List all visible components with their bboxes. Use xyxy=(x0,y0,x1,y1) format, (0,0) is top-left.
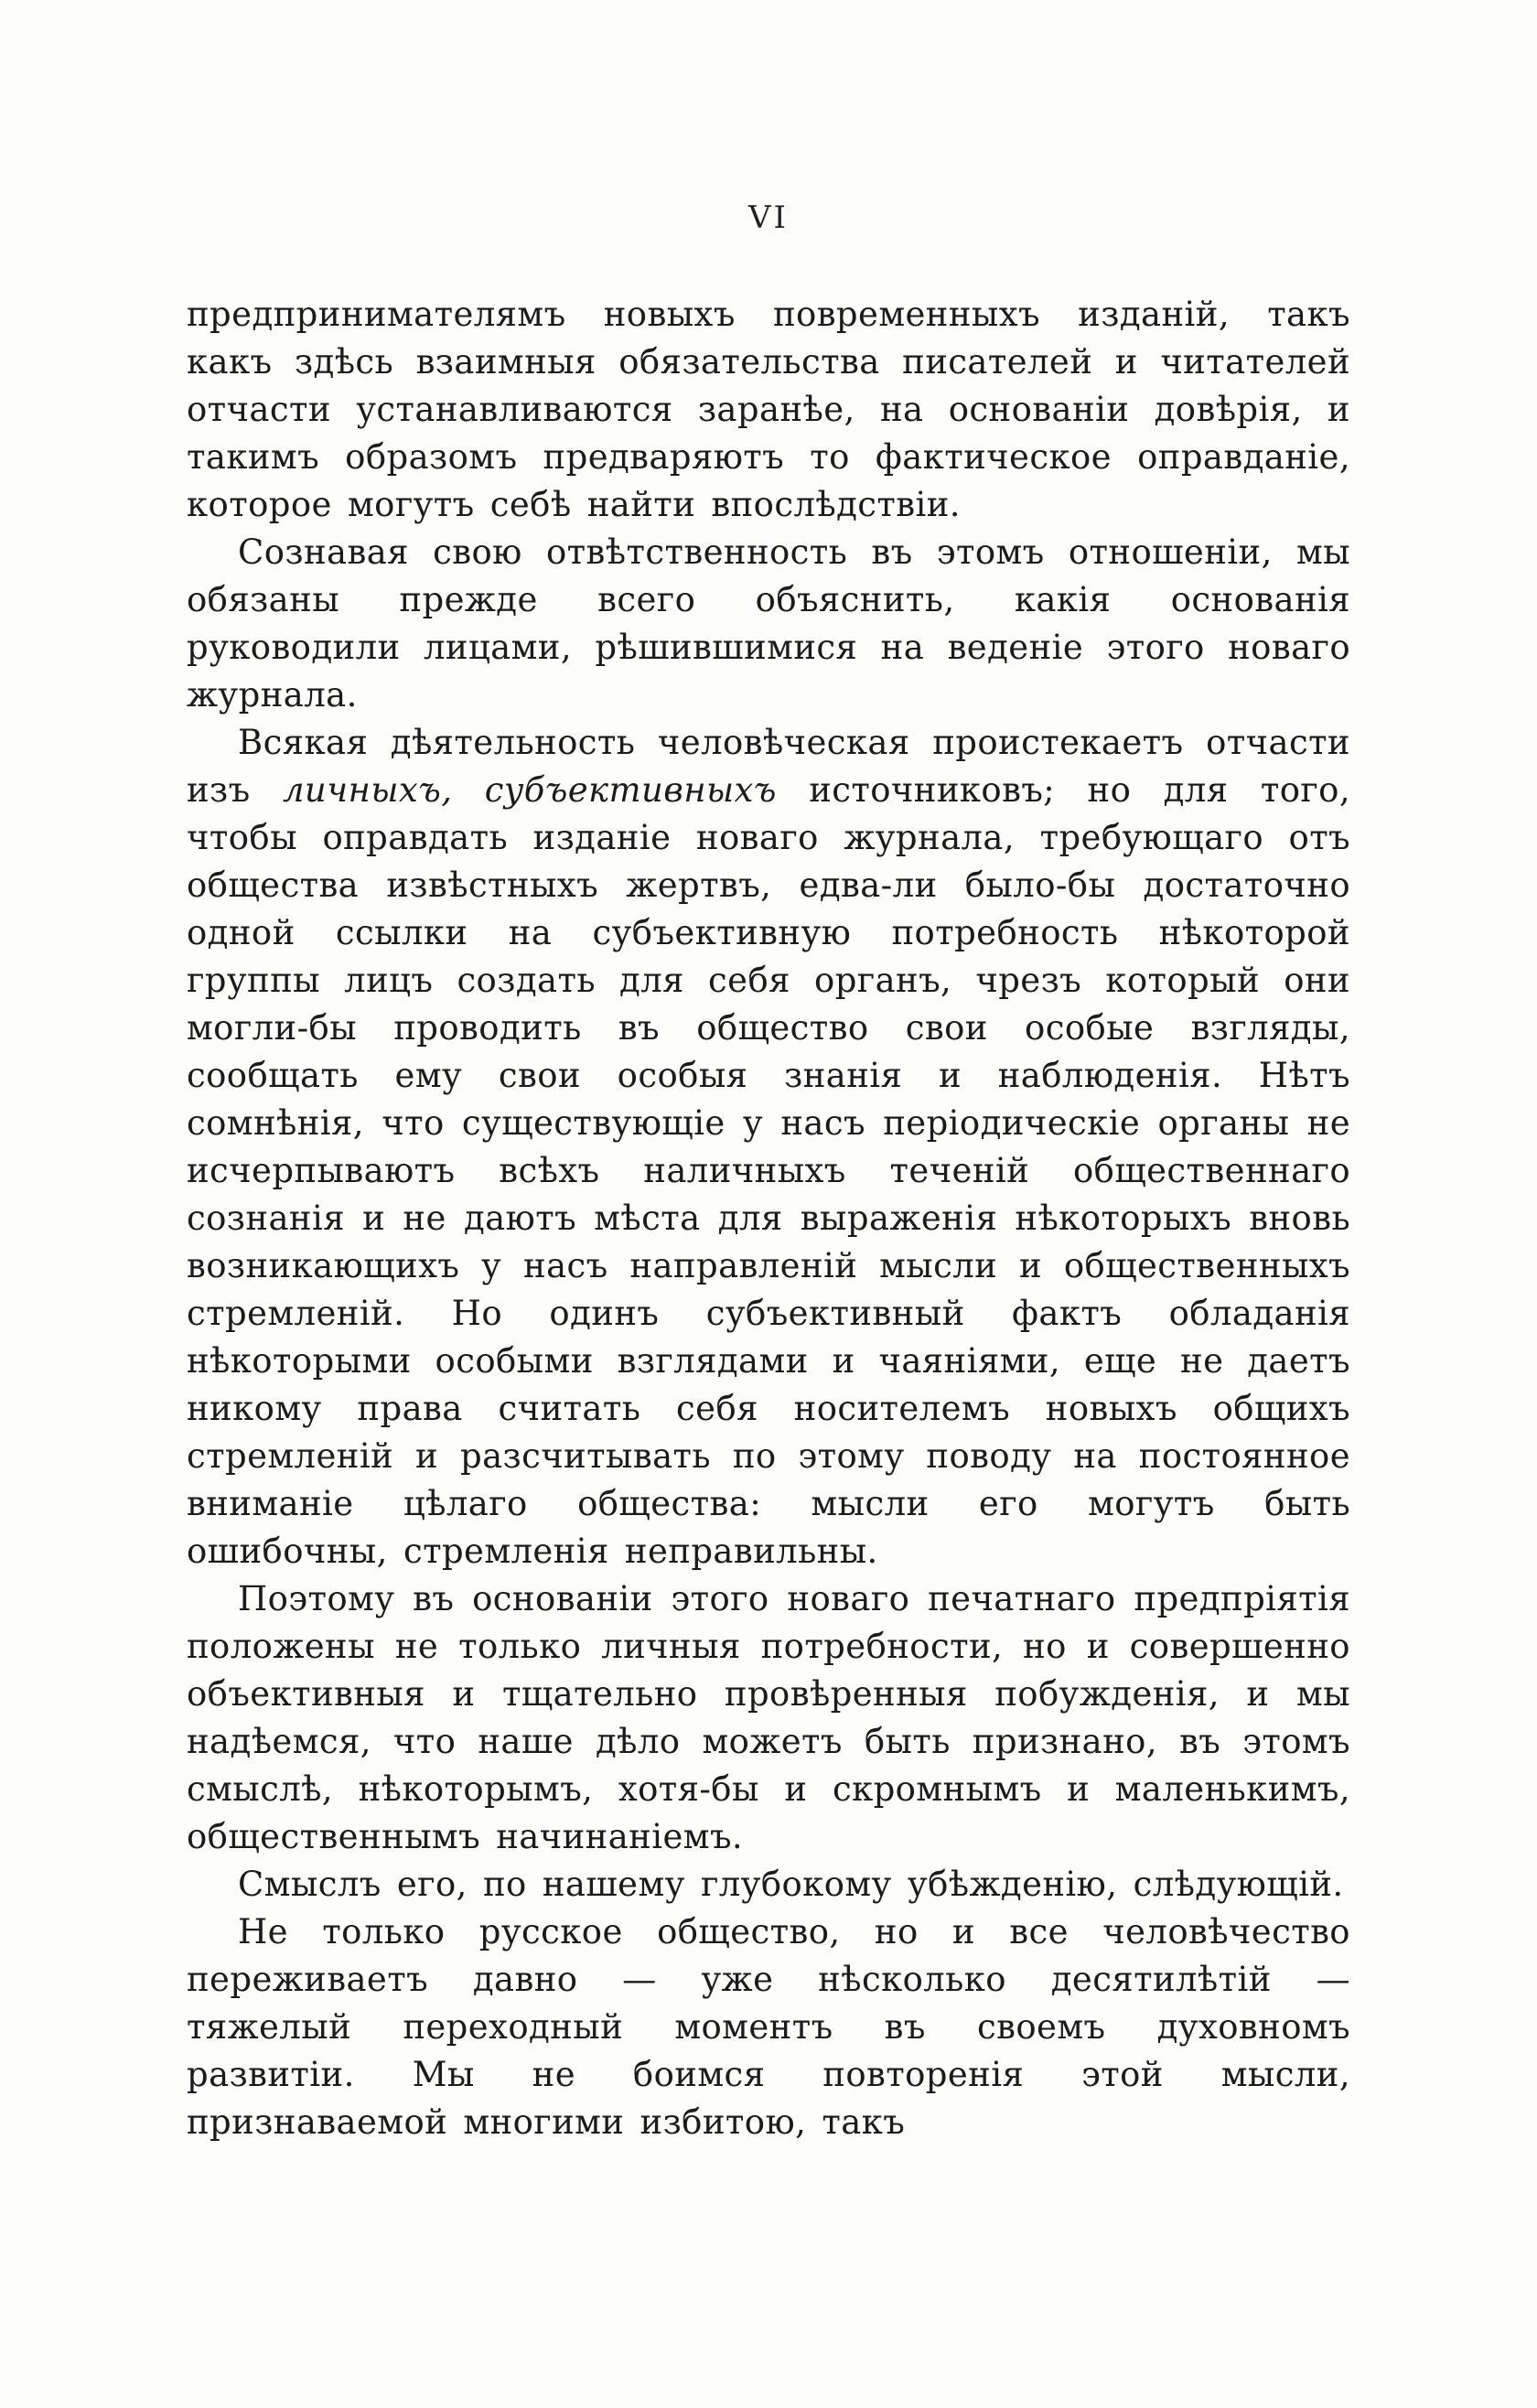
paragraph xyxy=(187,719,1350,1575)
text-block xyxy=(187,291,1350,2146)
paragraph xyxy=(187,1908,1350,2146)
text-run: Не только русское общество, но и все человѣчество переживаетъ давно — уже нѣсколько десятилѣтій — тяжелый переходный моментъ въ своемъ духовномъ развитіи. Мы не боимся повторенія этой мысли, признаваемой многими избитою, такъ xyxy=(187,1912,1350,2142)
text-run: предпринимателямъ новыхъ повременныхъ изданій, такъ какъ здѣсь взаимныя обязательства писателей и читателей отчасти устанавливаются заранѣе, на основаніи довѣрія, и такимъ образомъ предваряютъ то фактическое оправданіе, которое могутъ себѣ найти впослѣдствіи. xyxy=(187,295,1350,524)
paragraph xyxy=(187,1861,1350,1908)
page-number: VI xyxy=(748,199,789,236)
italic-text-run: личныхъ, субъективныхъ xyxy=(282,770,777,810)
paragraph xyxy=(187,529,1350,719)
paragraph xyxy=(187,1575,1350,1861)
paragraph xyxy=(187,291,1350,529)
text-run: источниковъ; но для того, чтобы оправдать изданіе новаго журнала, требующаго отъ общества извѣстныхъ жертвъ, едва-ли было-бы достаточно одной ссылки на субъективную потребность нѣкоторой группы лицъ создать для себя органъ, чрезъ который они могли-бы проводить въ общество свои особые взгляды, сообщать ему свои особыя знанія и наблюденія. Нѣтъ сомнѣнія, что существующіе у насъ періодическіе органы не исчерпываютъ всѣхъ наличныхъ теченій общественнаго сознанія и не даютъ мѣста для выраженія нѣкоторыхъ вновь возникающихъ у насъ направленій мысли и общественныхъ стремленій. Но одинъ субъективный фактъ обладанія нѣкоторыми особыми взглядами и чаяніями, еще не даетъ никому права считать себя носителемъ новыхъ общихъ стремленій и разсчитывать по этому поводу на постоянное вниманіе цѣлаго общества: мысли его могутъ быть ошибочны, стремленія неправильны. xyxy=(187,770,1350,1571)
text-run: Сознавая свою отвѣтственность въ этомъ отношеніи, мы обязаны прежде всего объяснить, какія основанія руководили лицами, рѣшившимися на веденіе этого новаго журнала. xyxy=(187,532,1350,715)
text-run: Всякая дѣятельность человѣческая проистекаетъ отчасти изъ xyxy=(187,723,1350,810)
text-run: Поэтому въ основаніи этого новаго печатнаго предпріятія положены не только личныя потребности, но и совершенно объективныя и тщательно провѣренныя побужденія, и мы надѣемся, что наше дѣло можетъ быть признано, въ этомъ смыслѣ, нѣкоторымъ, хотя-бы и скромнымъ и маленькимъ, общественнымъ начинаніемъ. xyxy=(187,1579,1350,1856)
text-run: Смыслъ его, по нашему глубокому убѣжденію, слѣдующій. xyxy=(238,1865,1344,1904)
